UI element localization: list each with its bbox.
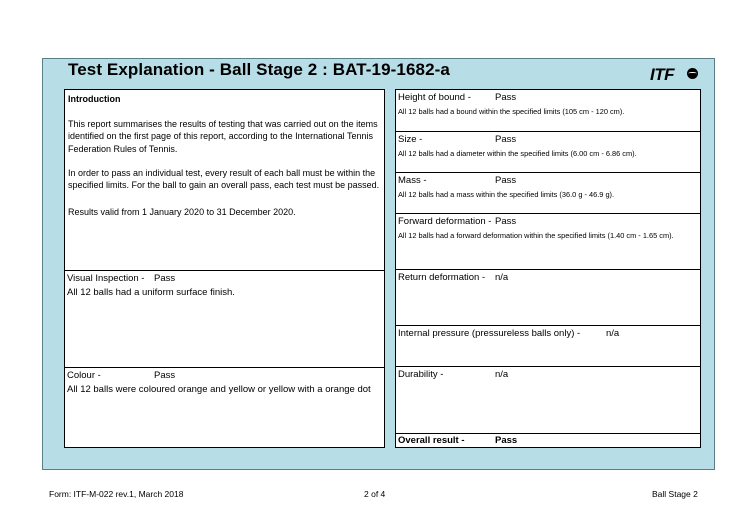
introduction-section: [65, 90, 384, 270]
size-label: Size -: [398, 134, 423, 145]
internal-pressure-section: [396, 325, 700, 366]
return-deformation-label: Return deformation -: [398, 272, 486, 283]
mass-detail: All 12 balls had a mass within the specified limits (36.0 g - 46.9 g).: [398, 190, 615, 199]
size-result: Pass: [495, 134, 517, 145]
durability-section: [396, 366, 700, 433]
page-number: 2 of 4: [364, 489, 386, 499]
mass-label: Mass -: [398, 175, 427, 186]
forward-deformation-detail: All 12 balls had a forward deformation within the specified limits (1.40 cm - 1.65 cm).: [398, 231, 674, 240]
height-of-bound-section: [396, 90, 700, 131]
forward-deformation-label: Forward deformation -: [398, 216, 492, 227]
forward-deformation-result: Pass: [495, 216, 517, 227]
introduction-paragraph-2: In order to pass an individual test, every result of each ball must be within the specified limits. For the ball to gain an overall pass, each test must be passed.: [68, 167, 380, 191]
visual-inspection-label: Visual Inspection -: [67, 273, 145, 284]
itf-logo: [650, 65, 702, 83]
mass-section: [396, 172, 700, 213]
colour-label: Colour -: [67, 370, 101, 381]
colour-detail: All 12 balls were coloured orange and yellow or yellow with a orange dot: [67, 384, 371, 395]
right-results-box: [395, 89, 701, 448]
visual-inspection-section: [65, 270, 384, 367]
footer-stage: Ball Stage 2: [652, 489, 698, 499]
form-reference: Form: ITF-M-022 rev.1, March 2018: [49, 489, 184, 499]
height-of-bound-detail: All 12 balls had a bound within the specified limits (105 cm - 120 cm).: [398, 107, 625, 116]
durability-label: Durability -: [398, 369, 444, 380]
internal-pressure-label: Internal pressure (pressureless balls only) -: [398, 328, 581, 339]
page-title: Test Explanation - Ball Stage 2 : BAT-19-1682-a: [68, 60, 450, 79]
durability-result: n/a: [495, 369, 509, 380]
visual-inspection-result: Pass: [154, 273, 176, 284]
tennis-ball-icon: [687, 68, 698, 79]
itf-logo-text: ITF: [650, 65, 674, 84]
overall-result-value: Pass: [495, 435, 518, 446]
forward-deformation-section: [396, 213, 700, 269]
size-section: [396, 131, 700, 172]
results-valid-text: Results valid from 1 January 2020 to 31 December 2020.: [68, 207, 296, 218]
height-of-bound-result: Pass: [495, 92, 517, 103]
return-deformation-section: [396, 269, 700, 325]
return-deformation-result: n/a: [495, 272, 509, 283]
overall-result-label: Overall result -: [398, 435, 465, 446]
mass-result: Pass: [495, 175, 517, 186]
left-results-box: [64, 89, 385, 448]
internal-pressure-result: n/a: [606, 328, 620, 339]
overall-result-section: [396, 433, 700, 448]
introduction-paragraph-1: This report summarises the results of testing that was carried out on the items identified on the first page of this report, according to the International Tennis Federation Rules of Tennis.: [68, 119, 378, 154]
colour-section: [65, 367, 384, 448]
introduction-heading: Introduction: [68, 94, 121, 104]
visual-inspection-detail: All 12 balls had a uniform surface finish.: [67, 287, 235, 298]
size-detail: All 12 balls had a diameter within the specified limits (6.00 cm - 6.86 cm).: [398, 149, 637, 158]
height-of-bound-label: Height of bound -: [398, 92, 471, 103]
colour-result: Pass: [154, 370, 176, 381]
